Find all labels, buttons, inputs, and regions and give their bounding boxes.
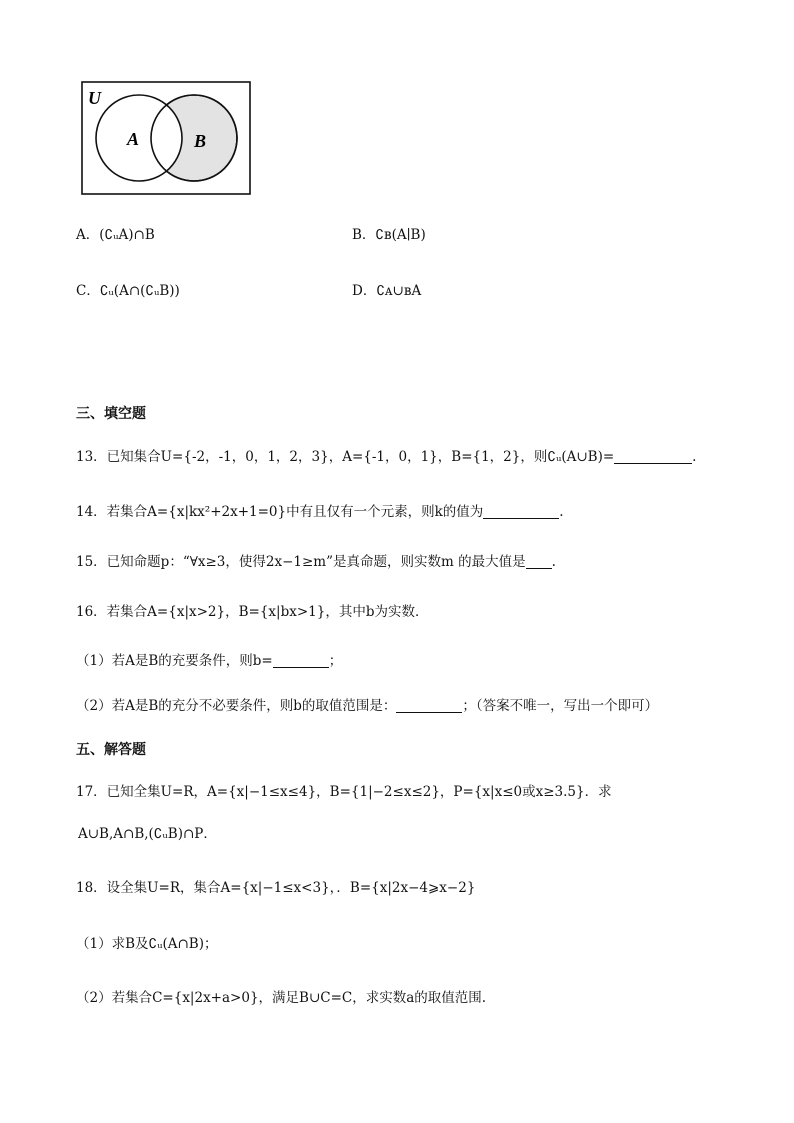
question-15-blank[interactable] [526, 554, 552, 569]
question-13-end: . [692, 449, 697, 465]
question-16-part-2-blank[interactable] [396, 698, 462, 713]
question-15-end: . [551, 554, 556, 570]
question-14-text: 14．若集合A={x|kx²+2x+1=0}中有且仅有一个元素，则k的值为 [76, 504, 484, 520]
question-17-line-2: A∪B,A∩B,(∁ᵤB)∩P． [78, 826, 217, 842]
question-15-text: 15．已知命题p：“∀x≥3，使得2x−1≥m”是真命题，则实数m 的最大值是 [76, 554, 526, 570]
question-16: 16．若集合A={x|x>2}，B={x|bx>1}，其中b为实数． [76, 604, 429, 620]
question-16-part-1-blank[interactable] [273, 653, 329, 668]
option-b: B．∁ʙ(A∣B) [352, 227, 426, 243]
option-d: D．∁ᴀ∪ʙA [352, 283, 422, 299]
question-13-text: 13．已知集合U={-2，-1，0，1，2，3}，A={-1，0，1}，B={1，2}，则∁ᵤ(A∪B)= [76, 449, 615, 465]
question-16-part-2-text: （2）若A是B的充分不必要条件，则b的取值范围是： [76, 698, 397, 714]
question-16-part-1 [76, 652, 342, 670]
question-14-end: . [559, 504, 564, 520]
section-fill-in-heading: 三、填空题 [76, 406, 146, 422]
question-16-part-1-text: （1）若A是B的充要条件，则b= [76, 653, 273, 669]
question-14 [76, 503, 564, 521]
question-18-part-2: （2）若集合C={x|2x+a>0}，满足B∪C=C，求实数a的取值范围. [76, 990, 487, 1006]
question-17-line-1: 17．已知全集U=R，A={x|−1≤x≤4}，B={1|−2≤x≤2}，P={x|x≤0或x≥3.5}．求 [76, 784, 612, 800]
option-c: C．∁ᵤ(A∩(∁ᵤB)) [76, 283, 180, 299]
question-18-line-1: 18．设全集U=R，集合A={x|−1≤x<3}，．B={x|2x−4⩾x−2} [76, 880, 476, 896]
question-16-part-2 [76, 697, 658, 715]
set-a-label: A [127, 129, 140, 149]
section-answer-heading: 五、解答题 [76, 742, 146, 758]
question-18-part-1: （1）求B及∁ᵤ(A∩B)； [76, 936, 218, 952]
question-14-blank[interactable] [483, 504, 559, 519]
question-13 [76, 448, 696, 466]
question-13-blank[interactable] [614, 449, 692, 464]
question-16-part-1-end: ； [328, 653, 343, 669]
set-b-label: B [194, 131, 207, 151]
venn-diagram [80, 80, 256, 198]
question-15 [76, 553, 556, 571]
question-16-part-2-end: ；（答案不唯一，写出一个即可） [462, 698, 659, 714]
option-a: A．(∁ᵤA)∩B [76, 227, 155, 243]
universe-label: U [88, 88, 101, 108]
